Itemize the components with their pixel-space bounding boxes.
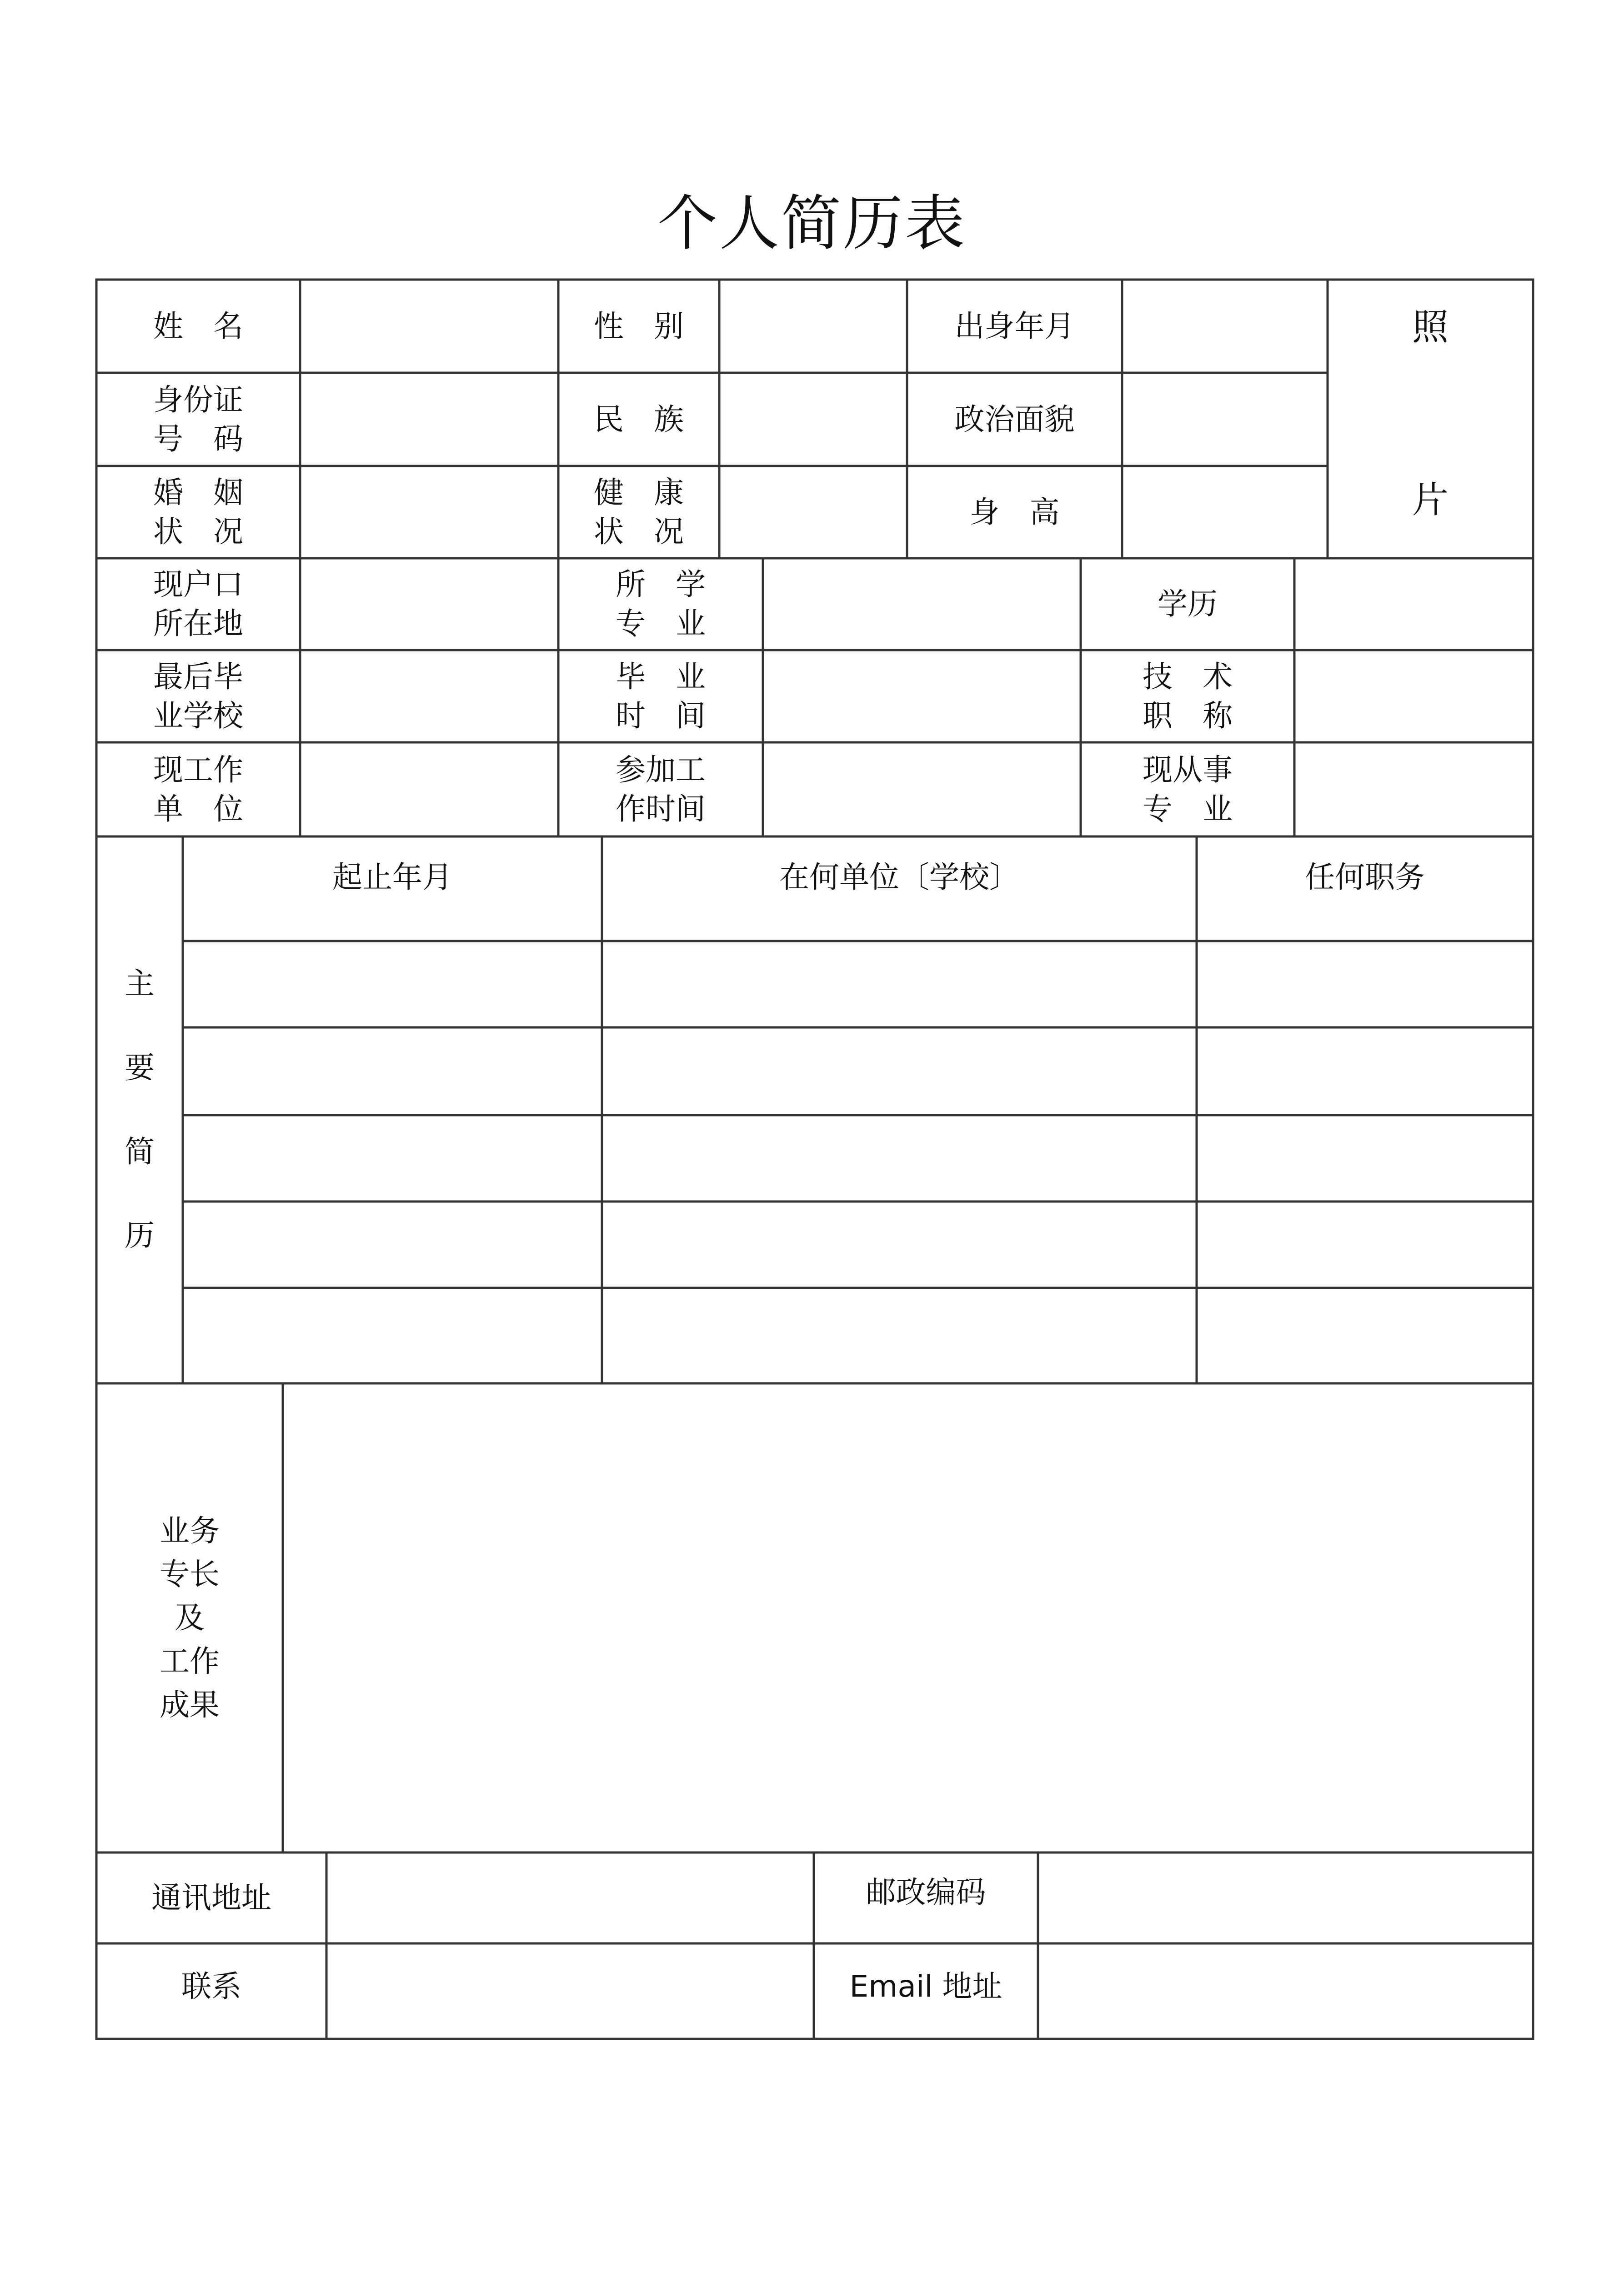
education-field[interactable]: [1294, 558, 1533, 650]
profession-field[interactable]: [1294, 742, 1533, 836]
label-height: 身 高: [969, 494, 1060, 530]
phone-field[interactable]: [326, 1943, 814, 2039]
label-major: 所 学 专 业: [616, 567, 706, 641]
page-title: 个人简历表: [657, 189, 967, 259]
graduation-time-field[interactable]: [763, 650, 1081, 742]
photo-label-top: 照: [1412, 306, 1449, 348]
work-start-field[interactable]: [763, 742, 1081, 836]
label-marital-status: 婚 姻 状 况: [153, 475, 243, 549]
tech-title-field[interactable]: [1294, 650, 1533, 742]
label-email: Email 地址: [849, 1969, 1002, 2004]
label-ethnicity: 民 族: [594, 401, 684, 437]
birth-date-field[interactable]: [1122, 280, 1328, 373]
address-field[interactable]: [326, 1852, 814, 1943]
resume-row[interactable]: [183, 941, 1533, 1027]
height-field[interactable]: [1122, 466, 1328, 558]
resume-side-label: 主 要 简 历: [125, 966, 155, 1253]
label-political-status: 政治面貌: [954, 401, 1075, 437]
resume-row[interactable]: [183, 1115, 1533, 1202]
label-birth-date: 出身年月: [954, 308, 1075, 344]
label-profession: 现从事 专 业: [1143, 752, 1233, 826]
label-id-number: 身份证 号 码: [153, 382, 243, 456]
label-graduation-time: 毕 业 时 间: [616, 659, 706, 733]
resume-row[interactable]: [183, 1288, 1533, 1383]
label-education: 学历: [1158, 586, 1218, 622]
label-health: 健 康 状 况: [594, 475, 684, 549]
label-gender: 性 别: [594, 308, 684, 344]
employer-field[interactable]: [300, 742, 558, 836]
label-name: 姓 名: [153, 308, 243, 344]
label-work-start: 参加工 作时间: [616, 752, 706, 826]
resume-header-organization: 在何单位〔学校〕: [779, 860, 1019, 895]
hukou-field[interactable]: [300, 558, 558, 650]
school-field[interactable]: [300, 650, 558, 742]
political-status-field[interactable]: [1122, 373, 1328, 466]
photo-label-bottom: 片: [1412, 479, 1449, 521]
label-postcode: 邮政编码: [866, 1874, 986, 1910]
ethnicity-field[interactable]: [719, 373, 907, 466]
resume-header-period: 起止年月: [332, 860, 452, 895]
major-field[interactable]: [763, 558, 1081, 650]
id-number-field[interactable]: [300, 373, 558, 466]
label-address: 通讯地址: [151, 1880, 271, 1916]
label-employer: 现工作 单 位: [153, 752, 243, 826]
resume-row[interactable]: [183, 1202, 1533, 1288]
label-hukou: 现户口 所在地: [153, 567, 243, 641]
label-skills-achievements: 业务 专长 及 工作 成果: [160, 1513, 220, 1722]
email-field[interactable]: [1038, 1943, 1533, 2039]
skills-achievements-field[interactable]: [283, 1383, 1533, 1852]
marital-status-field[interactable]: [300, 466, 558, 558]
gender-field[interactable]: [719, 280, 907, 373]
name-field[interactable]: [300, 280, 558, 373]
resume-row[interactable]: [183, 1027, 1533, 1115]
label-phone: 联系: [181, 1969, 241, 2004]
label-tech-title: 技 术 职 称: [1143, 659, 1233, 733]
postcode-field[interactable]: [1038, 1852, 1533, 1943]
health-field[interactable]: [719, 466, 907, 558]
label-school: 最后毕 业学校: [153, 659, 243, 733]
resume-header-position: 任何职务: [1305, 860, 1425, 895]
